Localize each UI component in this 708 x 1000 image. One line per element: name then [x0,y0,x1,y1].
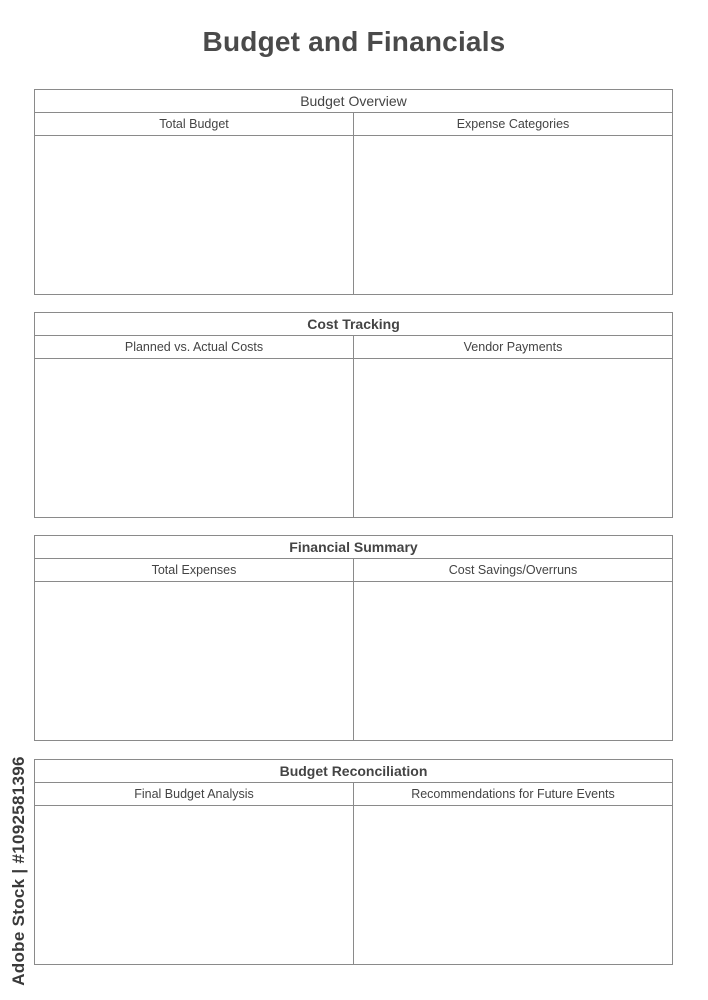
column-header: Total Expenses [35,559,353,582]
column-body [354,359,672,517]
section-title: Financial Summary [35,536,672,559]
column-expense-categories [353,113,672,294]
column-planned-vs-actual [35,336,353,517]
column-cost-savings-overruns [353,559,672,740]
section-title: Budget Overview [35,90,672,113]
column-body [354,582,672,740]
section-title: Budget Reconciliation [35,760,672,783]
column-header: Recommendations for Future Events [354,783,672,806]
column-recommendations [353,783,672,964]
section-budget-overview [34,89,673,295]
section-budget-reconciliation [34,759,673,965]
section-financial-summary [34,535,673,741]
column-final-budget-analysis [35,783,353,964]
section-columns [35,336,672,517]
column-header: Vendor Payments [354,336,672,359]
watermark-text: Adobe Stock | #1092581396 [9,756,29,986]
column-total-expenses [35,559,353,740]
column-body [35,582,353,740]
section-title: Cost Tracking [35,313,672,336]
section-columns [35,783,672,964]
column-body [354,136,672,294]
section-cost-tracking [34,312,673,518]
column-header: Planned vs. Actual Costs [35,336,353,359]
section-columns [35,113,672,294]
column-header: Total Budget [35,113,353,136]
column-total-budget [35,113,353,294]
column-vendor-payments [353,336,672,517]
column-body [35,136,353,294]
column-header: Cost Savings/Overruns [354,559,672,582]
stock-watermark [4,756,34,986]
column-body [35,359,353,517]
column-header: Expense Categories [354,113,672,136]
section-columns [35,559,672,740]
column-body [35,806,353,964]
column-body [354,806,672,964]
column-header: Final Budget Analysis [35,783,353,806]
page-title: Budget and Financials [202,26,506,57]
